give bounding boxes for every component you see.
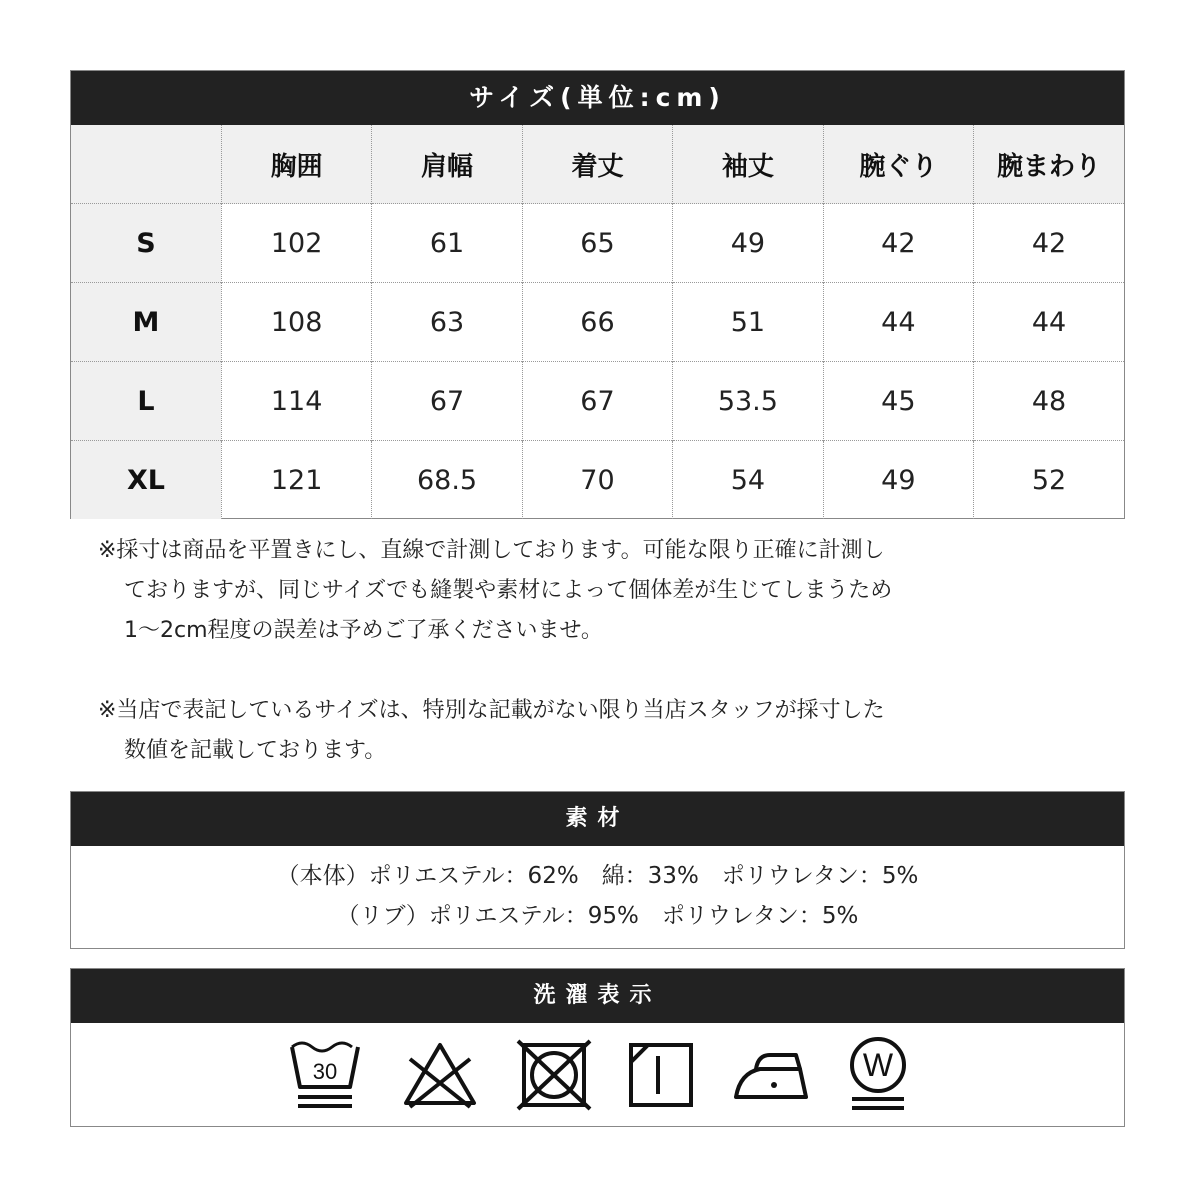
table-cell: 49 — [823, 441, 973, 520]
table-cell: 65 — [522, 204, 672, 283]
column-header: 肩幅 — [372, 125, 522, 204]
size-label: M — [71, 283, 221, 362]
table-cell: 52 — [974, 441, 1124, 520]
material-title: 素材 — [71, 792, 1124, 846]
note-line: ておりますが、同じサイズでも縫製や素材によって個体差が生じてしまうため — [124, 578, 893, 603]
size-label: L — [71, 362, 221, 441]
column-header: 着丈 — [522, 125, 672, 204]
wet-clean-label: W — [862, 1046, 893, 1083]
table-row — [71, 283, 1124, 362]
table-cell: 44 — [974, 283, 1124, 362]
material-line-rib: （リブ）ポリエステル：95% ポリウレタン：5% — [336, 903, 859, 929]
note-line: 数値を記載しております。 — [124, 738, 387, 763]
table-cell: 53.5 — [673, 362, 823, 441]
wash-temp-label: 30 — [312, 1058, 337, 1084]
table-cell: 44 — [823, 283, 973, 362]
table-cell: 102 — [221, 204, 371, 283]
material-line-body: （本体）ポリエステル：62% 綿：33% ポリウレタン：5% — [276, 863, 919, 889]
table-cell: 114 — [221, 362, 371, 441]
size-title: サイズ(単位:cm) — [71, 71, 1124, 125]
table-cell: 108 — [221, 283, 371, 362]
material-details — [71, 846, 1124, 936]
care-title: 洗濯表示 — [71, 969, 1124, 1023]
table-cell: 51 — [673, 283, 823, 362]
table-cell: 67 — [372, 362, 522, 441]
column-header: 腕ぐり — [823, 125, 973, 204]
note-line: ※採寸は商品を平置きにし、直線で計測しております。可能な限り正確に計測し — [98, 538, 885, 563]
table-cell: 66 — [522, 283, 672, 362]
table-cell: 67 — [522, 362, 672, 441]
table-row — [71, 441, 1124, 520]
table-cell: 42 — [823, 204, 973, 283]
care-section — [70, 968, 1125, 1127]
size-label: S — [71, 204, 221, 283]
line-dry-icon — [628, 1042, 694, 1108]
table-cell: 70 — [522, 441, 672, 520]
table-row — [71, 204, 1124, 283]
column-header — [71, 125, 221, 204]
table-cell: 68.5 — [372, 441, 522, 520]
care-icons — [71, 1023, 1124, 1126]
size-table-section — [70, 70, 1125, 519]
wash-30-icon — [286, 1039, 364, 1111]
note-line: ※当店で表記しているサイズは、特別な記載がない限り当店スタッフが採寸した — [98, 698, 885, 723]
note-line: 1〜2cm程度の誤差は予めご了承くださいませ。 — [124, 618, 603, 643]
table-cell: 49 — [673, 204, 823, 283]
table-cell: 48 — [974, 362, 1124, 441]
table-cell: 45 — [823, 362, 973, 441]
table-cell: 61 — [372, 204, 522, 283]
table-header-row — [71, 125, 1124, 204]
iron-low-icon — [730, 1045, 810, 1105]
table-cell: 63 — [372, 283, 522, 362]
material-section — [70, 791, 1125, 949]
no-tumble-dry-icon — [516, 1039, 592, 1111]
size-source-note — [98, 691, 1058, 771]
no-bleach-icon — [400, 1039, 480, 1111]
size-label: XL — [71, 441, 221, 520]
measurement-note — [98, 531, 1058, 651]
table-row — [71, 362, 1124, 441]
wet-clean-icon — [846, 1037, 910, 1113]
size-table — [71, 125, 1124, 519]
column-header: 腕まわり — [974, 125, 1124, 204]
table-cell: 54 — [673, 441, 823, 520]
table-cell: 42 — [974, 204, 1124, 283]
table-cell: 121 — [221, 441, 371, 520]
column-header: 袖丈 — [673, 125, 823, 204]
column-header: 胸囲 — [221, 125, 371, 204]
